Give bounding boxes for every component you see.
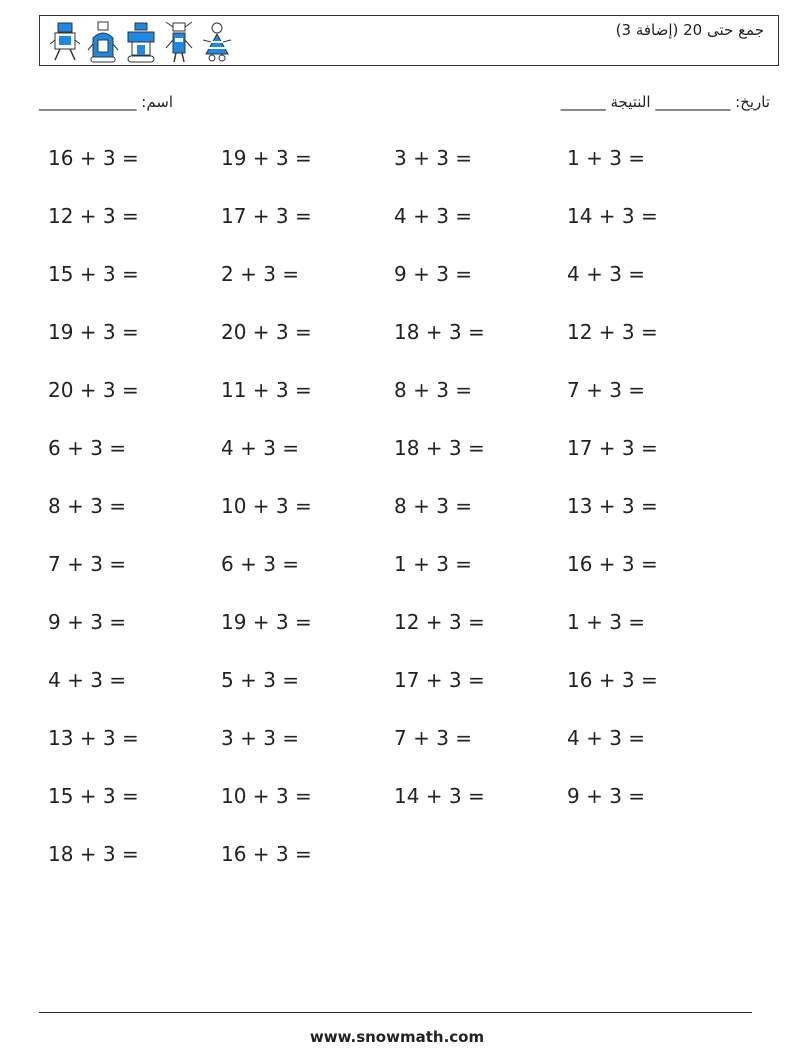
problem-item: 9 + 3 = <box>48 610 127 634</box>
problem-item: 6 + 3 = <box>221 552 300 576</box>
problem-item: 13 + 3 = <box>48 726 139 750</box>
problem-item: 10 + 3 = <box>221 784 312 808</box>
problem-item: 3 + 3 = <box>394 146 473 170</box>
problem-item: 4 + 3 = <box>567 726 646 750</box>
problem-item: 16 + 3 = <box>221 842 312 866</box>
problem-item: 9 + 3 = <box>394 262 473 286</box>
problem-item: 17 + 3 = <box>221 204 312 228</box>
name-field: اسم: _____________ <box>39 93 174 111</box>
robot-5-icon <box>201 20 233 64</box>
problem-item: 18 + 3 = <box>394 320 485 344</box>
problem-item: 18 + 3 = <box>48 842 139 866</box>
robot-4-icon <box>163 20 195 64</box>
problem-item: 12 + 3 = <box>48 204 139 228</box>
robot-2-icon <box>87 20 119 64</box>
problem-item: 2 + 3 = <box>221 262 300 286</box>
problem-item: 16 + 3 = <box>567 668 658 692</box>
date-score-field: تاريخ: __________ النتيجة ______ <box>560 93 770 111</box>
problem-item: 4 + 3 = <box>221 436 300 460</box>
problem-item: 7 + 3 = <box>567 378 646 402</box>
footer-divider <box>39 1012 752 1013</box>
problem-item: 4 + 3 = <box>567 262 646 286</box>
problem-item: 16 + 3 = <box>48 146 139 170</box>
problem-item: 18 + 3 = <box>394 436 485 460</box>
problem-item: 19 + 3 = <box>48 320 139 344</box>
robot-3-icon <box>125 20 157 64</box>
problem-item: 12 + 3 = <box>394 610 485 634</box>
problem-item: 8 + 3 = <box>394 378 473 402</box>
problem-item: 19 + 3 = <box>221 610 312 634</box>
problem-item: 12 + 3 = <box>567 320 658 344</box>
problem-item: 6 + 3 = <box>48 436 127 460</box>
problem-item: 15 + 3 = <box>48 262 139 286</box>
problem-item: 17 + 3 = <box>394 668 485 692</box>
problem-item: 16 + 3 = <box>567 552 658 576</box>
problem-item: 7 + 3 = <box>394 726 473 750</box>
worksheet-title: جمع حتى 20 (إضافة 3) <box>615 21 764 39</box>
problem-item: 20 + 3 = <box>48 378 139 402</box>
problem-item: 7 + 3 = <box>48 552 127 576</box>
problem-item: 15 + 3 = <box>48 784 139 808</box>
footer-url: www.snowmath.com <box>309 1028 485 1046</box>
problem-item: 1 + 3 = <box>394 552 473 576</box>
problem-item: 17 + 3 = <box>567 436 658 460</box>
problem-item: 8 + 3 = <box>48 494 127 518</box>
robot-1-icon <box>49 20 81 64</box>
robot-icons <box>49 20 233 64</box>
problem-item: 5 + 3 = <box>221 668 300 692</box>
problem-item: 10 + 3 = <box>221 494 312 518</box>
problem-item: 4 + 3 = <box>48 668 127 692</box>
problem-item: 14 + 3 = <box>567 204 658 228</box>
problem-item: 14 + 3 = <box>394 784 485 808</box>
problem-item: 1 + 3 = <box>567 146 646 170</box>
worksheet-header <box>39 15 779 66</box>
problem-item: 19 + 3 = <box>221 146 312 170</box>
problem-item: 20 + 3 = <box>221 320 312 344</box>
problem-item: 8 + 3 = <box>394 494 473 518</box>
problem-item: 4 + 3 = <box>394 204 473 228</box>
problem-item: 11 + 3 = <box>221 378 312 402</box>
problem-item: 13 + 3 = <box>567 494 658 518</box>
problem-item: 9 + 3 = <box>567 784 646 808</box>
problem-item: 3 + 3 = <box>221 726 300 750</box>
problem-item: 1 + 3 = <box>567 610 646 634</box>
